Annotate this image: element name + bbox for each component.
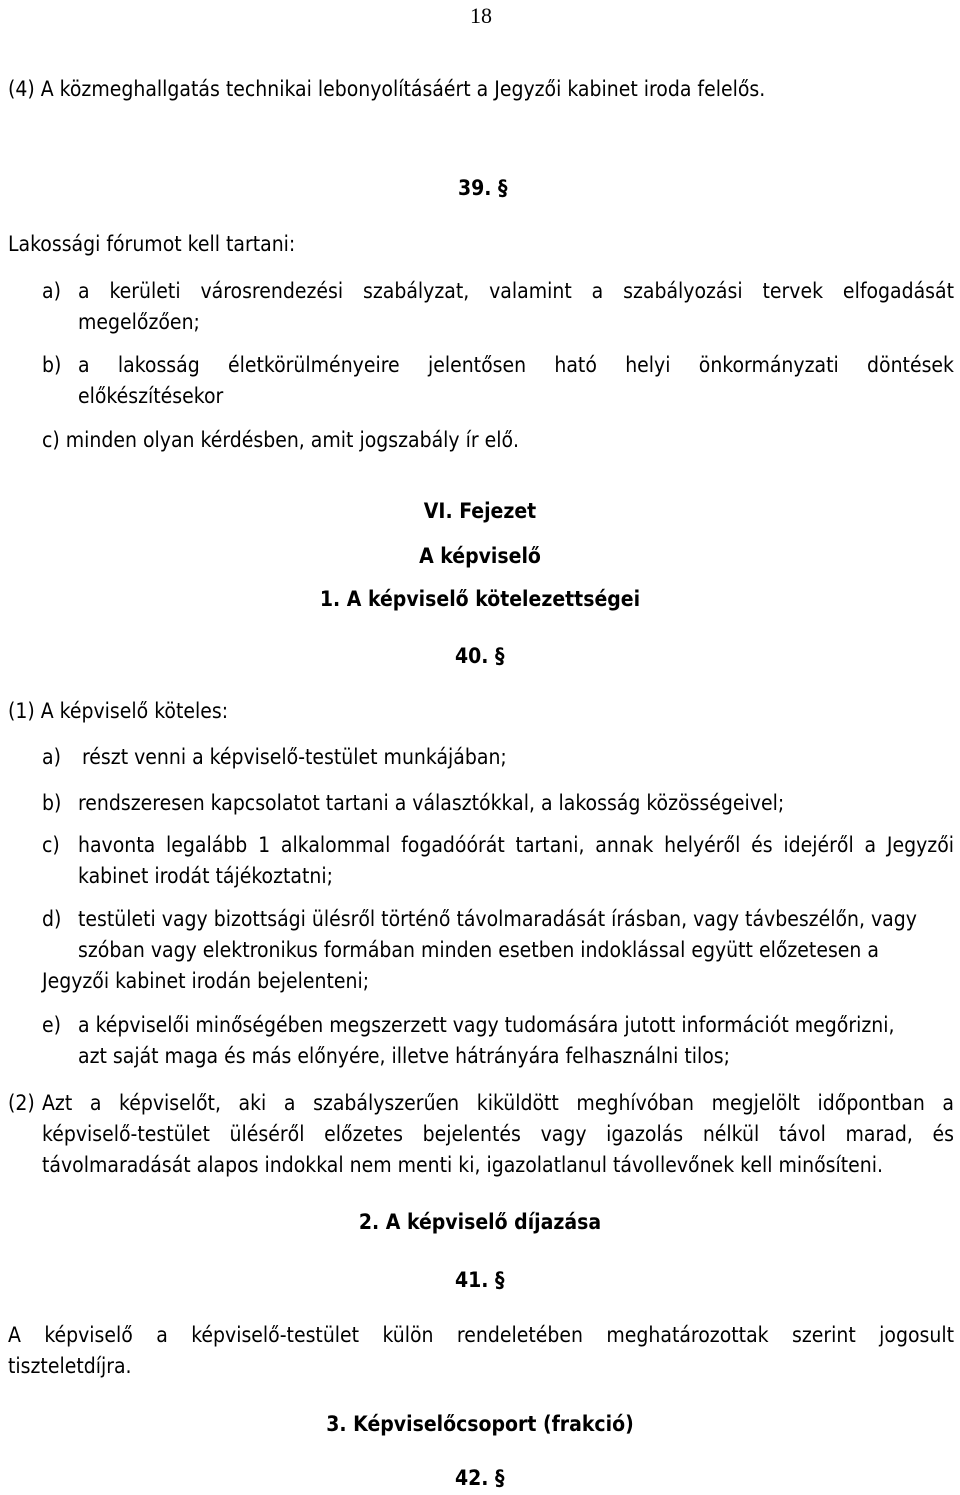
section-40-item-c-line2: kabinet irodát tájékoztatni; <box>78 864 333 888</box>
section-40-item-c-line1: havonta legalább 1 alkalommal fogadóórát tartani, annak helyéről és idejéről a Jegyzői <box>78 833 954 857</box>
section-40-paragraph-1-intro: (1) A képviselő köteles: <box>8 699 229 723</box>
section-39-intro: Lakossági fórumot kell tartani: <box>8 232 296 256</box>
section-40-paragraph-2-line2: képviselő-testület üléséről előzetes bejelentés vagy igazolás nélkül távol marad, és <box>42 1122 954 1146</box>
section-40-item-b: rendszeresen kapcsolatot tartani a választókkal, a lakosság közösségeivel; <box>78 791 785 815</box>
section-40-item-e-line2: azt saját maga és más előnyére, illetve hátrányára felhasználni tilos; <box>78 1044 731 1068</box>
section-39-item-c: c) minden olyan kérdésben, amit jogszabály ír elő. <box>42 428 520 452</box>
section-40-item-a: részt venni a képviselő-testület munkájában; <box>82 745 507 769</box>
item-label: b) <box>42 791 62 815</box>
item-label: a) <box>42 745 61 769</box>
section-41-heading: 41. § <box>455 1268 505 1292</box>
section-41-line2: tiszteletdíjra. <box>8 1354 132 1378</box>
section-39-item-a-line1: a kerületi városrendezési szabályzat, valamint a szabályozási tervek elfogadását <box>78 279 954 303</box>
item-label: c) <box>42 833 60 857</box>
section-39-item-b-line1: a lakosság életkörülményeire jelentősen ható helyi önkormányzati döntések <box>78 353 954 377</box>
section-39-item-a-line2: megelőzően; <box>78 310 200 334</box>
item-label: b) <box>42 353 62 377</box>
section-1-title: 1. A képviselő kötelezettségei <box>319 587 641 611</box>
section-2-title: 2. A képviselő díjazása <box>358 1210 602 1234</box>
chapter-title: VI. Fejezet <box>423 499 537 523</box>
section-40-heading: 40. § <box>455 644 505 668</box>
page-number: 18 <box>470 3 492 28</box>
item-label: a) <box>42 279 61 303</box>
section-39-heading: 39. § <box>458 176 508 200</box>
chapter-subtitle: A képviselő <box>419 544 541 568</box>
section-40-paragraph-2-line3: távolmaradását alapos indokkal nem menti ki, igazolatlanul távollevőnek kell minősíteni. <box>42 1153 883 1177</box>
item-label: d) <box>42 907 62 931</box>
paragraph-label: (2) <box>8 1091 35 1115</box>
section-40-item-e-line1: a képviselői minőségében megszerzett vagy tudomására jutott információt megőrizni, <box>78 1013 895 1037</box>
section-39-item-b-line2: előkészítésekor <box>78 384 224 408</box>
section-40-item-d-line3: Jegyzői kabinet irodán bejelenteni; <box>42 969 370 993</box>
item-label: e) <box>42 1013 62 1037</box>
section-40-paragraph-2-line1: Azt a képviselőt, aki a szabályszerűen kiküldött meghívóban megjelölt időpontban a <box>42 1091 954 1115</box>
section-40-item-d-line2: szóban vagy elektronikus formában minden esetben indoklással együtt előzetesen a <box>78 938 879 962</box>
paragraph-4: (4) A közmeghallgatás technikai lebonyolításáért a Jegyzői kabinet iroda felelős. <box>8 77 766 101</box>
section-42-heading: 42. § <box>455 1466 505 1490</box>
section-3-title: 3. Képviselőcsoport (frakció) <box>326 1412 634 1436</box>
section-41-line1: A képviselő a képviselő-testület külön rendeletében meghatározottak szerint jogosult <box>8 1323 954 1347</box>
section-40-item-d-line1: testületi vagy bizottsági ülésről történő távolmaradását írásban, vagy távbeszélőn, vagy <box>78 907 917 931</box>
